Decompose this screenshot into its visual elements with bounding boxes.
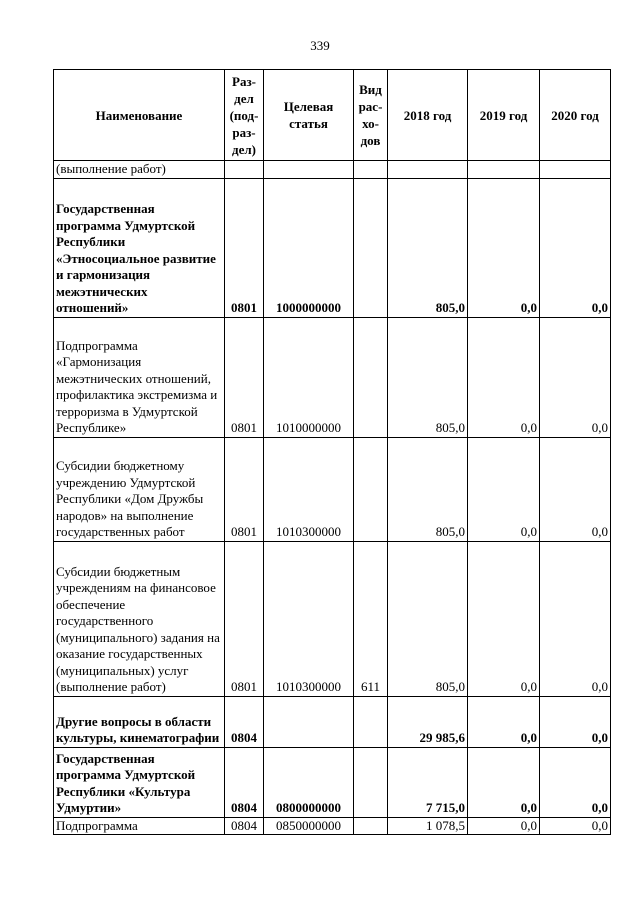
- table-row: [54, 747, 611, 817]
- row-2018: 7 715,0: [388, 747, 468, 817]
- row-article: 1010000000: [264, 317, 354, 437]
- page-number: 339: [310, 38, 330, 53]
- row-article: 1000000000: [264, 178, 354, 317]
- row-2019: 0,0: [468, 817, 540, 835]
- header-section: Раз- дел (под- раз- дел): [225, 70, 264, 161]
- row-2018: 805,0: [388, 437, 468, 541]
- row-section: 0801: [225, 541, 264, 696]
- table-row: [54, 541, 611, 696]
- row-section: 0804: [225, 747, 264, 817]
- row-2020: 0,0: [540, 178, 611, 317]
- row-section: 0804: [225, 696, 264, 747]
- row-2020: 0,0: [540, 317, 611, 437]
- row-2020: 0,0: [540, 696, 611, 747]
- row-2019: 0,0: [468, 747, 540, 817]
- row-name: Субсидии бюджетным учреждениям на финансовое обеспечение государственного (муниципального) задания на оказание государственных (муниципальных) услуг (выполнение работ): [54, 541, 225, 696]
- row-section: [225, 161, 264, 179]
- table-row: [54, 161, 611, 179]
- row-2019: 0,0: [468, 178, 540, 317]
- row-expense: [354, 747, 388, 817]
- row-expense: [354, 696, 388, 747]
- row-2020: 0,0: [540, 437, 611, 541]
- header-2018: 2018 год: [388, 70, 468, 161]
- row-expense: [354, 437, 388, 541]
- row-article: 1010300000: [264, 541, 354, 696]
- row-name: Государственная программа Удмуртской Республики «Культура Удмуртии»: [54, 747, 225, 817]
- row-expense: [354, 178, 388, 317]
- header-2020: 2020 год: [540, 70, 611, 161]
- row-2018: 805,0: [388, 541, 468, 696]
- budget-table: [53, 69, 611, 835]
- row-article: [264, 696, 354, 747]
- table-row: [54, 178, 611, 317]
- header-expense: Вид рас- хо- дов: [354, 70, 388, 161]
- row-name: Субсидии бюджетному учреждению Удмуртской Республики «Дом Дружбы народов» на выполнение государственных работ: [54, 437, 225, 541]
- row-section: 0801: [225, 317, 264, 437]
- row-2019: 0,0: [468, 696, 540, 747]
- row-2018: 1 078,5: [388, 817, 468, 835]
- table-row: [54, 437, 611, 541]
- row-2020: 0,0: [540, 541, 611, 696]
- table-row: [54, 696, 611, 747]
- row-2020: 0,0: [540, 747, 611, 817]
- table-row: [54, 317, 611, 437]
- row-2018: 29 985,6: [388, 696, 468, 747]
- row-article: 1010300000: [264, 437, 354, 541]
- row-2019: 0,0: [468, 541, 540, 696]
- header-name: Наименование: [54, 70, 225, 161]
- row-name: Подпрограмма: [54, 817, 225, 835]
- row-section: 0801: [225, 437, 264, 541]
- row-article: 0800000000: [264, 747, 354, 817]
- row-name: Подпрограмма «Гармонизация межэтнических отношений, профилактика экстремизма и терроризма в Удмуртской Республике»: [54, 317, 225, 437]
- row-2019: 0,0: [468, 437, 540, 541]
- row-name: Государственная программа Удмуртской Республики «Этносоциальное развитие и гармонизация межэтнических отношений»: [54, 178, 225, 317]
- header-2019: 2019 год: [468, 70, 540, 161]
- row-article: 0850000000: [264, 817, 354, 835]
- row-article: [264, 161, 354, 179]
- row-2019: 0,0: [468, 317, 540, 437]
- header-row: [54, 70, 611, 161]
- row-2020: [540, 161, 611, 179]
- row-2019: [468, 161, 540, 179]
- row-expense: [354, 161, 388, 179]
- row-2018: 805,0: [388, 317, 468, 437]
- row-name: Другие вопросы в области культуры, кинематографии: [54, 696, 225, 747]
- header-article: Целевая статья: [264, 70, 354, 161]
- row-section: 0804: [225, 817, 264, 835]
- table-row: [54, 817, 611, 835]
- row-section: 0801: [225, 178, 264, 317]
- row-2018: 805,0: [388, 178, 468, 317]
- row-expense: 611: [354, 541, 388, 696]
- row-expense: [354, 817, 388, 835]
- row-2020: 0,0: [540, 817, 611, 835]
- row-expense: [354, 317, 388, 437]
- row-2018: [388, 161, 468, 179]
- row-name: (выполнение работ): [54, 161, 225, 179]
